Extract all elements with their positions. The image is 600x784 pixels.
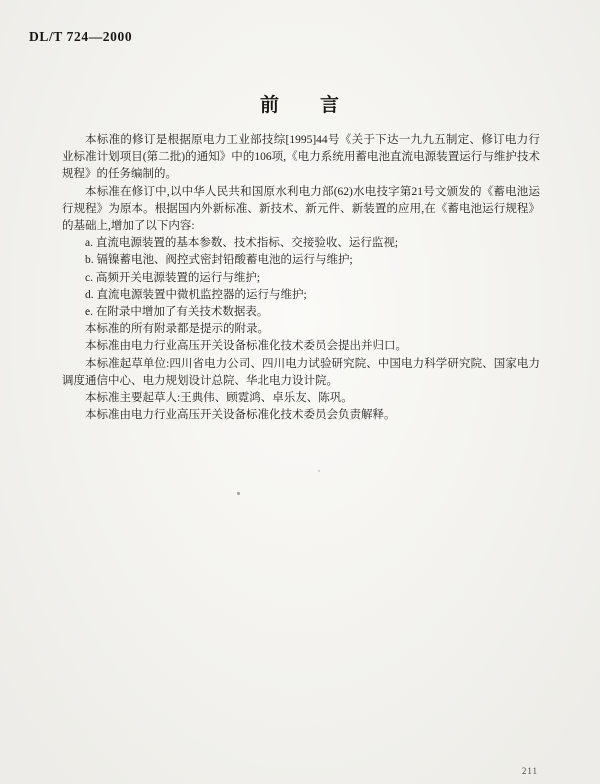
list-item-e: e. 在附录中增加了有关技术数据表。: [85, 306, 269, 319]
paragraph-interpretation: 本标准由电力行业高压开关设备标准化技术委员会负责解释。: [85, 409, 396, 422]
scan-artifact: [318, 470, 320, 472]
paragraph-original-source: 本标准在修订中,以中华人民共和国原水利电力部(62)水电技字第21号文颁发的《蓄电池运行规程》为原本。根据国内外新标准、新技术、新元件、新装置的应用,在《蓄电池运行规程》的基础上,增加了以下内容:: [62, 185, 540, 233]
list-item-b: b. 镉镍蓄电池、阀控式密封铅酸蓄电池的运行与维护;: [85, 254, 353, 267]
standard-code: DL/T 724—2000: [29, 29, 133, 44]
list-item-d: d. 直流电源装置中微机监控器的运行与维护;: [85, 288, 307, 301]
paragraph-drafting-units: 本标准起草单位:四川省电力公司、四川电力试验研究院、中国电力科学研究院、国家电力调度通信中心、电力规划设计总院、华北电力设计院。: [62, 357, 540, 387]
list-item-c: c. 高频开关电源装置的运行与维护;: [85, 271, 261, 284]
paragraph-committee: 本标准由电力行业高压开关设备标准化技术委员会提出并归口。: [85, 340, 407, 353]
list-item-a: a. 直流电源装置的基本参数、技术指标、交接验收、运行监视;: [85, 237, 399, 250]
paragraph-drafters: 本标准主要起草人:王典伟、顾霓鸿、卓乐友、陈巩。: [85, 392, 353, 405]
page-number: 211: [521, 766, 538, 776]
scan-artifact: [237, 492, 240, 495]
paragraph-appendix-note: 本标准的所有附录都是提示的附录。: [85, 323, 269, 336]
document-body: [62, 132, 540, 424]
page-title-foreword: 前 言: [259, 95, 340, 116]
paragraph-revision-basis: 本标准的修订是根据原电力工业部技综[1995]44号《关于下达一九九五制定、修订电力行业标准计划项目(第二批)的通知》中的106项,《电力系统用蓄电池直流电源装置运行与维护技术规程》的任务编制的。: [62, 134, 540, 181]
